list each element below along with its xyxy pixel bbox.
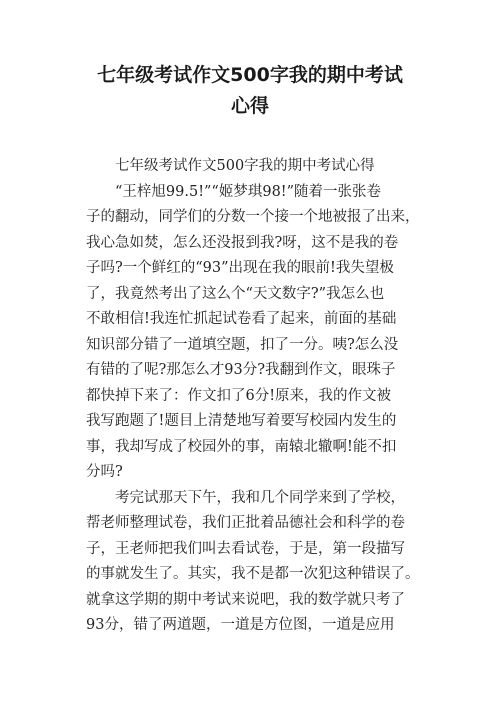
body-line: 子，王老师把我们叫去看试卷，于是，第一段描写 bbox=[86, 540, 405, 557]
body-line: 了，我竟然考出了这么个“天文数字?”我怎么也 bbox=[86, 285, 385, 302]
title-line-2: 心得 bbox=[230, 95, 269, 117]
body-line: “王梓旭99.5!”“姬梦琪98!”随着一张张卷 bbox=[115, 183, 382, 200]
body-line: 不敢相信!我连忙抓起试卷看了起来，前面的基础 bbox=[86, 311, 397, 327]
body-line: 我心急如焚，怎么还没报到我?呀，这不是我的卷 bbox=[86, 234, 399, 251]
body-line: 七年级考试作文500字我的期中考试心得 bbox=[115, 158, 375, 174]
document-title bbox=[60, 60, 440, 122]
body-line: 就拿这学期的期中考试来说吧，我的数学就只考了 bbox=[86, 591, 405, 608]
title-line-1: 七年级考试作文500字我的期中考试 bbox=[97, 64, 403, 86]
body-line: 子吗?一个鲜红的“93”出现在我的眼前!我失望极 bbox=[86, 260, 394, 276]
body-line: 我写跑题了!题目上清楚地写着要写校园内发生的 bbox=[86, 413, 397, 429]
body-line: 帮老师整理试卷，我们正批着品德社会和科学的卷 bbox=[86, 515, 405, 531]
body-line: 都快掉下来了：作文扣了6分!原来，我的作文被 bbox=[86, 387, 392, 404]
body-line: 的事就发生了。其实，我不是都一次犯这种错误了。 bbox=[86, 566, 420, 582]
body-line: 93分，错了两道题，一道是方位图，一道是应用 bbox=[86, 617, 395, 633]
body-line: 有错的了呢?那怎么才93分?我翻到作文，眼珠子 bbox=[86, 362, 396, 378]
body-line: 分吗? bbox=[86, 464, 123, 480]
document-body bbox=[86, 154, 420, 639]
body-line: 考完试那天下午，我和几个同学来到了学校， bbox=[115, 489, 405, 506]
body-line: 子的翻动，同学们的分数一个接一个地被报了出来， bbox=[86, 209, 420, 225]
body-line: 知识部分错了一道填空题，扣了一分。咦?怎么没 bbox=[86, 336, 399, 353]
body-line: 事，我却写成了校园外的事，南辕北辙啊!能不扣 bbox=[86, 438, 397, 455]
